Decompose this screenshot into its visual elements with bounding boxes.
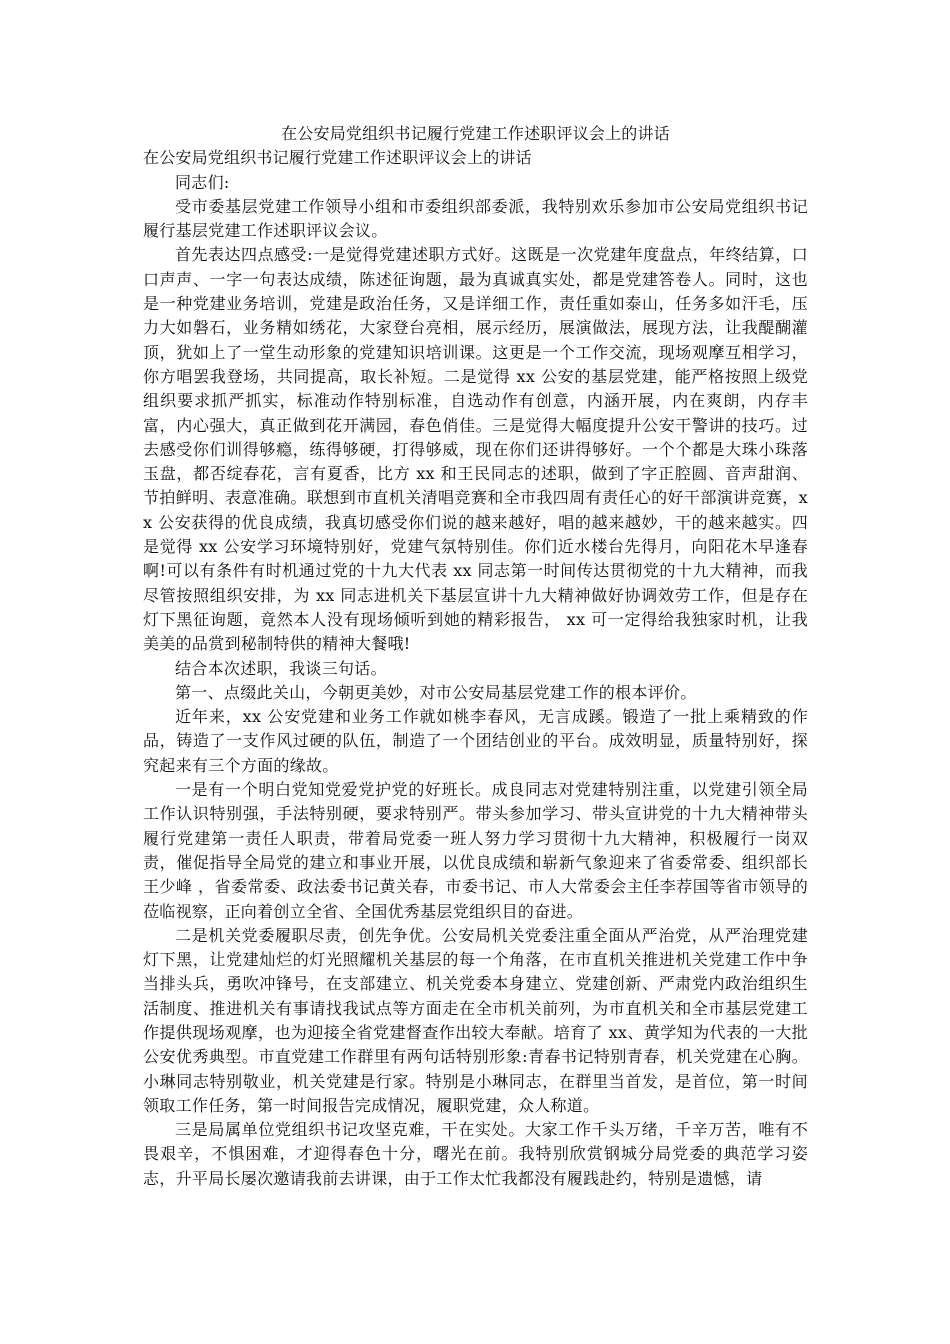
paragraph: 受市委基层党建工作领导小组和市委组织部委派，我特别欢乐参加市公安局党组织书记履行基层党建工作述职评议会议。 <box>143 196 808 241</box>
paragraph-greeting: 同志们: <box>175 172 230 192</box>
document-title: 在公安局党组织书记履行党建工作述职评议会上的讲话 <box>281 124 670 143</box>
paragraph: 首先表达四点感受:一是觉得党建述职方式好。这既是一次党建年度盘点，年终结算，口口声声、一字一句表达成绩，陈述征询题，最为真诚真实处，都是党建答卷人。同时，这也是一种党建业务培训，党建是政治任务，又是详细工作，责任重如泰山，任务多如汗毛，压力大如磐石，业务精如绣花，大家登台亮相，展示经历，展演做法，展现方法，让我醍醐灌顶，犹如上了一堂生动形象的党建知识培训课。这更是一个工作交流，现场观摩互相学习，你方唱罢我登场，共同提高，取长补短。二是觉得 xx 公安的基层党建，能严格按照上级党组织要求抓严抓实，标准动作特别标准，自选动作有创意，内涵开展，内在爽朗，内存丰富，内心强大，真正做到花开满园，春色俏佳。三是觉得大幅度提升公安干警讲的技巧。过去感受你们训得够瘾，练得够硬，打得够威，现在你们还讲得够好。一个个都是大珠小珠落玉盘，都否绽春花，言有夏香，比方 xx 和王民同志的述职，做到了字正腔圆、音声甜润、节拍鲜明、表意准确。联想到市直机关清唱竞赛和全市我四周有责任心的好干部演讲竞赛，xx 公安获得的优良成绩，我真切感受你们说的越来越好，唱的越来越妙，干的越来越实。四是觉得 xx 公安学习环境特别好，党建气氛特别佳。你们近水楼台先得月，向阳花木早逢春啊!可以有条件有时机通过党的十九大代表 xx 同志第一时间传达贯彻党的十九大精神，而我尽管按照组织安排，为 xx 同志进机关下基层宣讲十九大精神做好协调效劳工作，但是存在灯下黑征询题，竟然本人没有现场倾听到她的精彩报告， xx 可一定得给我独家时机，让我美美的品赏到秘制特供的精神大餐哦! <box>143 245 808 654</box>
paragraph: 结合本次述职，我谈三句话。 <box>175 658 387 678</box>
section-heading: 第一、点缀此关山，今朝更美妙，对市公安局基层党建工作的根本评价。 <box>175 682 697 702</box>
paragraph: 二是机关党委履职尽责，创先争优。公安局机关党委注重全面从严治党，从严治理党建灯下黑，让党建灿烂的灯光照耀机关基层的每一个角落，在市直机关推进机关党建工作中争当排头兵，勇吹冲锋号，在支部建立、机关党委本身建立、党建创新、严肃党内政治组织生活制度、推进机关有事请找我试点等方面走在全市机关前列，为市直机关和全市基层党建工作提供现场观摩，也为迎接全省党建督查作出较大奉献。培育了 xx、黄学知为代表的一大批公安优秀典型。市直党建工作群里有两句话特别形象:青春书记特别青春，机关党建在心胸。小琳同志特别敬业，机关党建是行家。特别是小琳同志，在群里当首发，是首位，第一时间领取工作任务，第一时间报告完成情况，履职党建，众人称道。 <box>143 925 808 1115</box>
paragraph: 三是局属单位党组织书记攻坚克难，干在实处。大家工作千头万绪，千辛万苦，唯有不畏艰辛，不惧困难，才迎得春色十分，曙光在前。我特别欣赏钢城分局党委的典范学习姿志，升平局长屡次邀请我前去讲课，由于工作太忙我都没有履践赴约，特别是遗憾，请 <box>143 1120 808 1188</box>
paragraph: 近年来，xx 公安党建和业务工作就如桃李春风，无言成蹊。锻造了一批上乘精致的作品，铸造了一支作风过硬的队伍，制造了一个团结创业的平台。成效明显，质量特别好，探究起来有三个方面的缘故。 <box>143 707 808 775</box>
document-subtitle: 在公安局党组织书记履行党建工作述职评议会上的讲话 <box>143 148 532 168</box>
document-page <box>143 122 808 1191</box>
paragraph: 一是有一个明白党知党爱党护党的好班长。成良同志对党建特别注重，以党建引领全局工作认识特别强，手法特别硬，要求特别严。带头参加学习、带头宣讲党的十九大精神带头履行党建第一责任人职责，带着局党委一班人努力学习贯彻十九大精神，积极履行一岗双责，催促指导全局党的建立和事业开展，以优良成绩和崭新气象迎来了省委常委、组织部长王少峰 ，省委常委、政法委书记黄关春，市委书记、市人大常委会主任李荐国等省市领导的莅临视察，正向着创立全省、全国优秀基层党组织目的奋进。 <box>143 780 808 921</box>
